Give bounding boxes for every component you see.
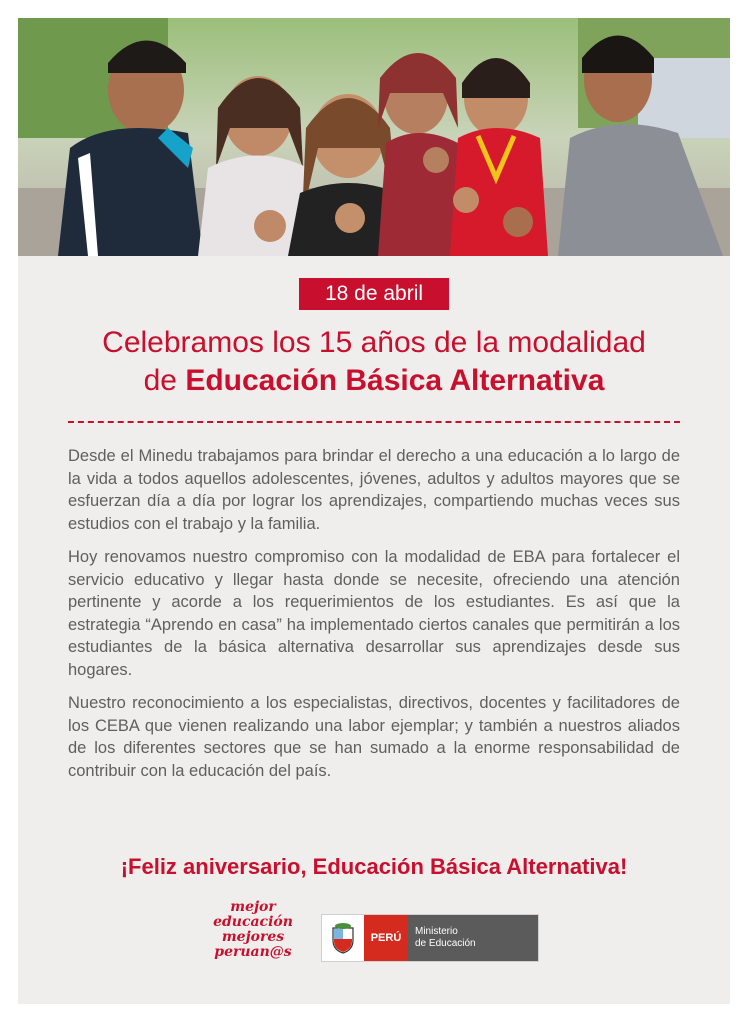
headline-line1: Celebramos los 15 años de la modalidad (102, 326, 646, 359)
headline-line2 (18, 362, 730, 400)
slogan-line1: mejor (230, 899, 276, 915)
paragraph-2: Hoy renovamos nuestro compromiso con la modalidad de EBA para fortalecer el servicio educativo y llegar hasta donde se necesite, ofreciendo una atención pertinente y acorde a los requerimientos de los estudiantes. Es así que la estrategia “Aprendo en casa” ha implementado ciertos canales que permitirán a los estudiantes de la básica alternativa desarrollar sus aprendizajes desde sus hogares. (68, 548, 680, 679)
coat-of-arms-icon (322, 915, 364, 961)
ministry-logo (321, 914, 539, 962)
headline-line2-prefix: de (143, 364, 186, 397)
ministry-logo-country: PERÚ (364, 915, 408, 961)
ministry-name-line1: Ministerio (415, 926, 458, 937)
headline-line2-bold: Educación Básica Alternativa (185, 364, 605, 397)
slogan-line2: educación (213, 914, 293, 930)
body-text (68, 445, 680, 793)
group-photo (18, 18, 730, 256)
paragraph-3: Nuestro reconocimiento a los especialistas, directivos, docentes y facilitadores de los CEBA que vienen realizando una labor ejemplar; y también a nuestros aliados de los diferentes sectores que se han sumado a la enorme responsabilidad de contribuir con la educación del país. (68, 694, 680, 780)
ministry-logo-name (408, 915, 538, 961)
ministry-name-line2: de Educación (415, 938, 476, 949)
paragraph-1: Desde el Minedu trabajamos para brindar el derecho a una educación a lo largo de la vida a todos aquellos adolescentes, jóvenes, adultos y adultos mayores que se esfuerzan día a día por lograr los aprendizajes, compartiendo muchas veces sus estudios con el trabajo y la familia. (68, 447, 680, 533)
group-photo-illustration (18, 18, 730, 256)
dashed-divider (68, 421, 680, 423)
headline (18, 324, 730, 400)
slogan-logo (204, 900, 302, 976)
poster-card (18, 18, 730, 1004)
slogan-line4: peruan@s (214, 944, 292, 960)
date-badge: 18 de abril (299, 278, 449, 310)
closing-message: ¡Feliz aniversario, Educación Básica Alternativa! (120, 854, 628, 879)
slogan-line3: mejores (221, 929, 285, 945)
